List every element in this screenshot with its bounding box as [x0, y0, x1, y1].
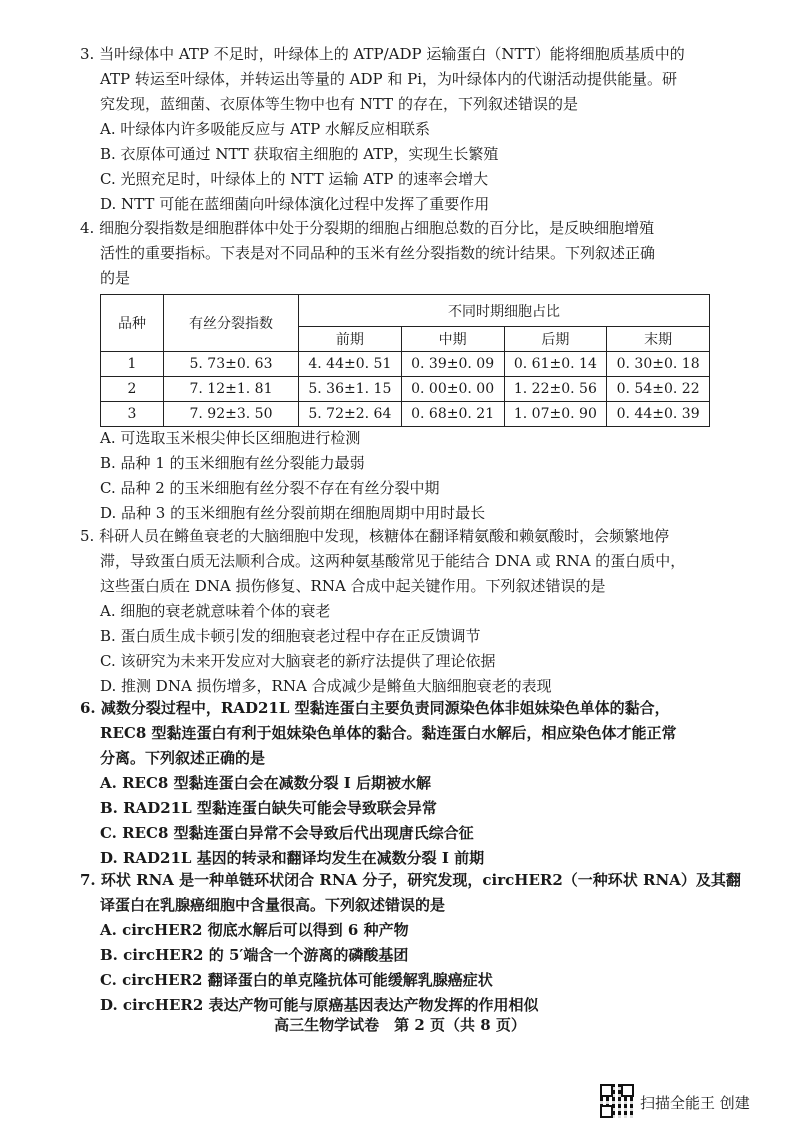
question-5-option-b: B. 蛋白质生成卡顿引发的细胞衰老过程中存在正反馈调节: [100, 627, 481, 645]
question-4-option-b: B. 品种 1 的玉米细胞有丝分裂能力最弱: [100, 454, 365, 472]
question-7-option-b: B. circHER2 的 5′端含一个游离的磷酸基团: [100, 946, 409, 964]
question-6-option-d: D. RAD21L 基因的转录和翻译均发生在减数分裂 I 前期: [100, 849, 485, 867]
header-prophase: 前期: [299, 327, 402, 352]
table-row: [101, 377, 710, 402]
question-3: [80, 42, 720, 217]
question-6: [80, 696, 720, 871]
question-6-line-1: 6. 减数分裂过程中，RAD21L 型黏连蛋白主要负责同源染色体非姐妹染色单体的黏合，: [80, 699, 670, 717]
question-6-option-b: B. RAD21L 型黏连蛋白缺失可能会导致联会异常: [100, 799, 437, 817]
question-5-option-c: C. 该研究为未来开发应对大脑衰老的新疗法提供了理论依据: [100, 652, 496, 670]
qr-code-icon: [600, 1084, 634, 1118]
question-3-line-3: 究发现，蓝细菌、衣原体等生物中也有 NTT 的存在，下列叙述错误的是: [100, 95, 578, 113]
cell-variety: 2: [101, 377, 164, 402]
table-row: [101, 352, 710, 377]
cell-prophase: 5. 36±1. 15: [299, 377, 402, 402]
cell-variety: 1: [101, 352, 164, 377]
header-variety: 品种: [101, 295, 164, 352]
question-4-option-c: C. 品种 2 的玉米细胞有丝分裂不存在有丝分裂中期: [100, 479, 440, 497]
cell-metaphase: 0. 68±0. 21: [401, 402, 504, 427]
question-4-line-3: 的是: [100, 269, 131, 287]
header-telophase: 末期: [607, 327, 710, 352]
question-4-option-a: A. 可选取玉米根尖伸长区细胞进行检测: [100, 429, 361, 447]
cell-index: 7. 12±1. 81: [164, 377, 299, 402]
cell-prophase: 5. 72±2. 64: [299, 402, 402, 427]
question-3-option-b: B. 衣原体可通过 NTT 获取宿主细胞的 ATP，实现生长繁殖: [100, 145, 499, 163]
cell-index: 7. 92±3. 50: [164, 402, 299, 427]
cell-anaphase: 1. 07±0. 90: [504, 402, 607, 427]
table-row: [101, 402, 710, 427]
question-7: [80, 868, 741, 1018]
scanner-watermark: [594, 1082, 784, 1122]
question-7-line-2: 译蛋白在乳腺癌细胞中含量很高。下列叙述错误的是: [100, 896, 446, 914]
question-6-option-a: A. REC8 型黏连蛋白会在减数分裂 I 后期被水解: [100, 774, 432, 792]
question-7-option-d: D. circHER2 表达产物可能与原癌基因表达产物发挥的作用相似: [100, 996, 539, 1014]
cell-anaphase: 1. 22±0. 56: [504, 377, 607, 402]
question-4-line-1: 4. 细胞分裂指数是细胞群体中处于分裂期的细胞占细胞总数的百分比，是反映细胞增殖: [80, 219, 655, 237]
question-4-option-d: D. 品种 3 的玉米细胞有丝分裂前期在细胞周期中用时最长: [100, 504, 486, 522]
cell-anaphase: 0. 61±0. 14: [504, 352, 607, 377]
question-7-option-c: C. circHER2 翻译蛋白的单克隆抗体可能缓解乳腺癌症状: [100, 971, 493, 989]
question-5-option-d: D. 推测 DNA 损伤增多，RNA 合成减少是鳉鱼大脑细胞衰老的表现: [100, 677, 552, 695]
question-7-option-a: A. circHER2 彻底水解后可以得到 6 种产物: [100, 921, 409, 939]
question-3-option-c: C. 光照充足时，叶绿体上的 NTT 运输 ATP 的速率会增大: [100, 170, 489, 188]
header-mitotic-index: 有丝分裂指数: [164, 295, 299, 352]
question-5-option-a: A. 细胞的衰老就意味着个体的衰老: [100, 602, 331, 620]
header-metaphase: 中期: [401, 327, 504, 352]
page-footer: 高三生物学试卷 第 2 页（共 8 页）: [274, 1016, 526, 1034]
question-3-option-d: D. NTT 可能在蓝细菌向叶绿体演化过程中发挥了重要作用: [100, 195, 490, 213]
question-4-line-2: 活性的重要指标。下表是对不同品种的玉米有丝分裂指数的统计结果。下列叙述正确: [100, 244, 656, 262]
cell-telophase: 0. 54±0. 22: [607, 377, 710, 402]
cell-telophase: 0. 30±0. 18: [607, 352, 710, 377]
question-4-options: [80, 426, 720, 526]
cell-index: 5. 73±0. 63: [164, 352, 299, 377]
cell-metaphase: 0. 00±0. 00: [401, 377, 504, 402]
header-phase-ratio: 不同时期细胞占比: [299, 295, 710, 327]
cell-metaphase: 0. 39±0. 09: [401, 352, 504, 377]
cell-variety: 3: [101, 402, 164, 427]
question-6-line-2: REC8 型黏连蛋白有利于姐妹染色单体的黏合。黏连蛋白水解后，相应染色体才能正常: [100, 724, 677, 742]
question-6-option-c: C. REC8 型黏连蛋白异常不会导致后代出现唐氏综合征: [100, 824, 474, 842]
mitosis-index-table: [100, 294, 710, 427]
question-3-option-a: A. 叶绿体内许多吸能反应与 ATP 水解反应相联系: [100, 120, 431, 138]
question-6-line-3: 分离。下列叙述正确的是: [100, 749, 266, 767]
question-5-line-3: 这些蛋白质在 DNA 损伤修复、RNA 合成中起关键作用。下列叙述错误的是: [100, 577, 606, 595]
question-3-line-1: 3. 当叶绿体中 ATP 不足时，叶绿体上的 ATP/ADP 运输蛋白（NTT）能将细胞质基质中的: [80, 45, 685, 63]
question-5-line-2: 滞，导致蛋白质无法顺利合成。这两种氨基酸常见于能结合 DNA 或 RNA 的蛋白质中，: [100, 552, 686, 570]
cell-prophase: 4. 44±0. 51: [299, 352, 402, 377]
scanner-watermark-text: 扫描全能王 创建: [640, 1094, 750, 1112]
question-5: [80, 524, 720, 699]
question-4: [80, 216, 720, 291]
question-3-line-2: ATP 转运至叶绿体，并转运出等量的 ADP 和 Pi，为叶绿体内的代谢活动提供能量。研: [100, 70, 678, 88]
question-5-line-1: 5. 科研人员在鳉鱼衰老的大脑细胞中发现，核糖体在翻译精氨酸和赖氨酸时，会频繁地停: [80, 527, 670, 545]
cell-telophase: 0. 44±0. 39: [607, 402, 710, 427]
header-anaphase: 后期: [504, 327, 607, 352]
question-7-line-1: 7. 环状 RNA 是一种单链环状闭合 RNA 分子，研究发现，circHER2（一种环状 RNA）及其翻: [80, 871, 741, 889]
